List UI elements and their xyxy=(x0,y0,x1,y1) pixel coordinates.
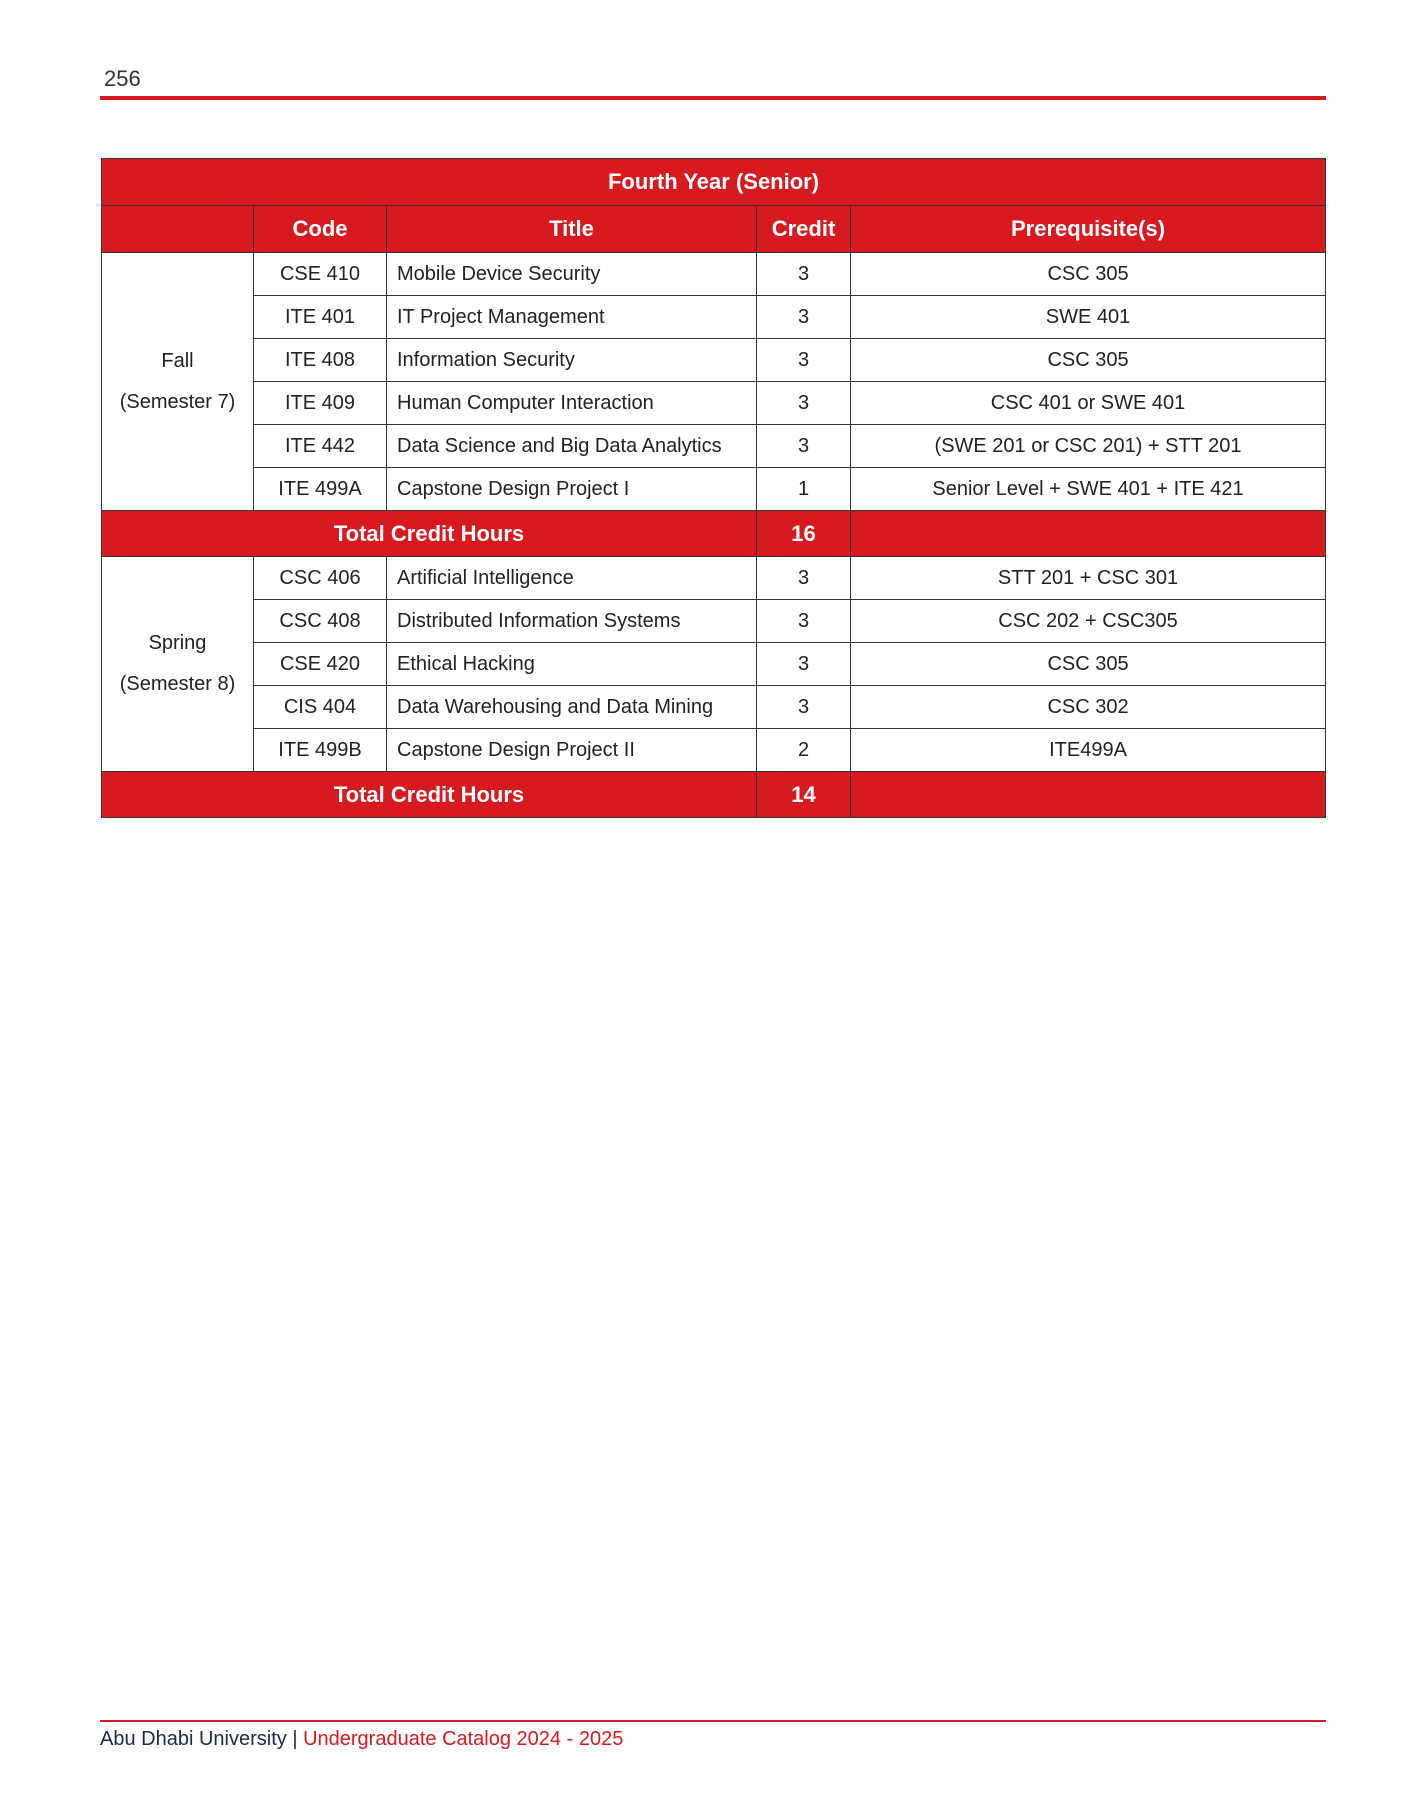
page-number: 256 xyxy=(104,66,141,91)
course-prerequisite: STT 201 + CSC 301 xyxy=(851,557,1326,600)
course-credit: 2 xyxy=(757,729,851,772)
course-prerequisite: CSC 302 xyxy=(851,686,1326,729)
header-divider xyxy=(100,96,1326,100)
semester-fall-cell xyxy=(102,253,254,511)
table-row xyxy=(102,729,1326,772)
course-code: CSE 420 xyxy=(254,643,387,686)
table-row xyxy=(102,425,1326,468)
course-title: IT Project Management xyxy=(387,296,757,339)
course-credit: 3 xyxy=(757,296,851,339)
course-title: Capstone Design Project I xyxy=(387,468,757,511)
header-code: Code xyxy=(254,206,387,253)
semester-number: (Semester 7) xyxy=(119,390,236,413)
course-code: ITE 499A xyxy=(254,468,387,511)
course-prerequisite: CSC 305 xyxy=(851,643,1326,686)
course-title: Artificial Intelligence xyxy=(387,557,757,600)
course-credit: 3 xyxy=(757,339,851,382)
total-credit-label: Total Credit Hours xyxy=(102,772,757,818)
course-prerequisite: CSC 305 xyxy=(851,253,1326,296)
total-blank-cell xyxy=(851,772,1326,818)
course-prerequisite: Senior Level + SWE 401 + ITE 421 xyxy=(851,468,1326,511)
total-credit-value: 14 xyxy=(757,772,851,818)
course-title: Mobile Device Security xyxy=(387,253,757,296)
course-credit: 3 xyxy=(757,557,851,600)
course-code: CSC 408 xyxy=(254,600,387,643)
header-semester-blank xyxy=(102,206,254,253)
course-title: Distributed Information Systems xyxy=(387,600,757,643)
course-credit: 3 xyxy=(757,253,851,296)
course-code: CIS 404 xyxy=(254,686,387,729)
semester-name: Fall xyxy=(161,349,194,372)
footer-divider xyxy=(100,1720,1326,1722)
course-code: CSE 410 xyxy=(254,253,387,296)
table-row xyxy=(102,600,1326,643)
course-prerequisite: CSC 202 + CSC305 xyxy=(851,600,1326,643)
footer-university: Abu Dhabi University xyxy=(100,1728,287,1750)
footer-catalog: Undergraduate Catalog 2024 - 2025 xyxy=(303,1728,624,1750)
table-title: Fourth Year (Senior) xyxy=(102,159,1326,206)
course-credit: 3 xyxy=(757,425,851,468)
header-title: Title xyxy=(387,206,757,253)
table-row xyxy=(102,339,1326,382)
footer xyxy=(100,1728,623,1751)
course-title: Capstone Design Project II xyxy=(387,729,757,772)
course-title: Ethical Hacking xyxy=(387,643,757,686)
course-code: ITE 409 xyxy=(254,382,387,425)
header-credit: Credit xyxy=(757,206,851,253)
table-row xyxy=(102,296,1326,339)
total-credit-label: Total Credit Hours xyxy=(102,511,757,557)
course-prerequisite: ITE499A xyxy=(851,729,1326,772)
course-plan-table xyxy=(101,158,1326,818)
table-row xyxy=(102,253,1326,296)
semester-spring-cell xyxy=(102,557,254,772)
semester-name: Spring xyxy=(148,632,207,654)
course-title: Information Security xyxy=(387,339,757,382)
table-row xyxy=(102,643,1326,686)
semester-number: (Semester 8) xyxy=(119,673,236,695)
course-code: ITE 401 xyxy=(254,296,387,339)
course-prerequisite: CSC 401 or SWE 401 xyxy=(851,382,1326,425)
fall-total-row xyxy=(102,511,1326,557)
course-title: Human Computer Interaction xyxy=(387,382,757,425)
table-row xyxy=(102,686,1326,729)
header-prerequisites: Prerequisite(s) xyxy=(851,206,1326,253)
course-code: ITE 442 xyxy=(254,425,387,468)
course-credit: 1 xyxy=(757,468,851,511)
course-credit: 3 xyxy=(757,600,851,643)
table-row xyxy=(102,468,1326,511)
course-prerequisite: SWE 401 xyxy=(851,296,1326,339)
course-prerequisite: CSC 305 xyxy=(851,339,1326,382)
total-blank-cell xyxy=(851,511,1326,557)
table-row xyxy=(102,557,1326,600)
table-title-row xyxy=(102,159,1326,206)
table-row xyxy=(102,382,1326,425)
course-prerequisite: (SWE 201 or CSC 201) + STT 201 xyxy=(851,425,1326,468)
course-code: ITE 499B xyxy=(254,729,387,772)
table-header-row xyxy=(102,206,1326,253)
total-credit-value: 16 xyxy=(757,511,851,557)
course-code: CSC 406 xyxy=(254,557,387,600)
footer-separator: | xyxy=(292,1728,298,1750)
course-credit: 3 xyxy=(757,382,851,425)
course-credit: 3 xyxy=(757,643,851,686)
course-code: ITE 408 xyxy=(254,339,387,382)
spring-total-row xyxy=(102,772,1326,818)
course-credit: 3 xyxy=(757,686,851,729)
course-title: Data Warehousing and Data Mining xyxy=(387,686,757,729)
course-title: Data Science and Big Data Analytics xyxy=(387,425,757,468)
